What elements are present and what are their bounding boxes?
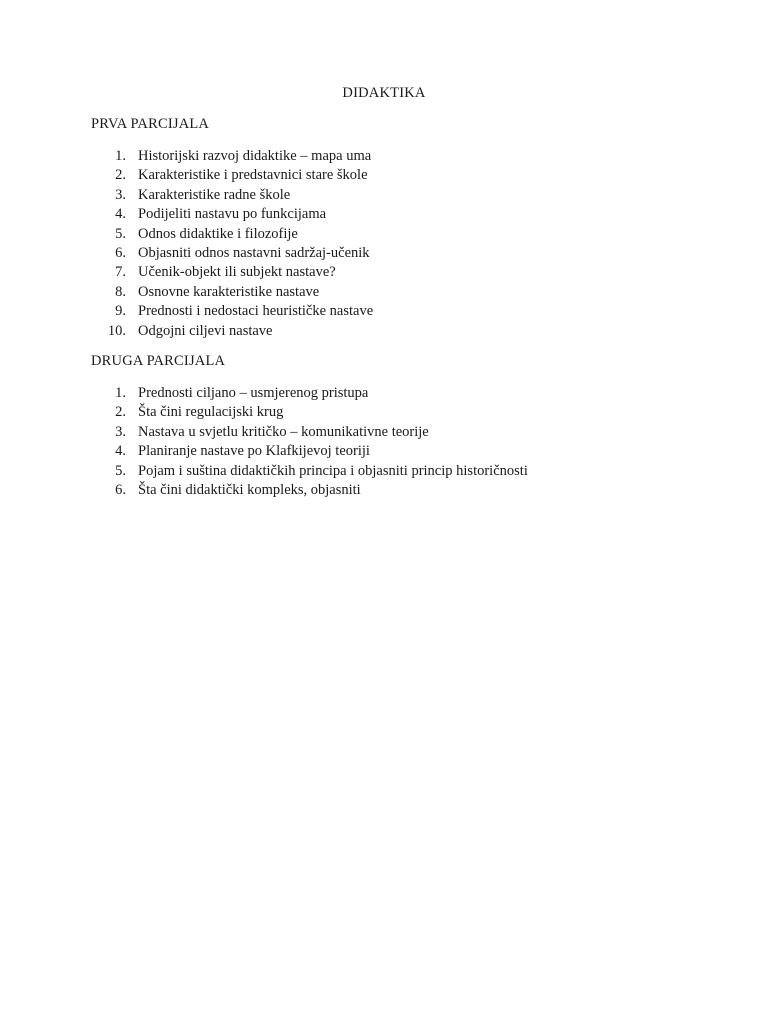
list-item-text: Šta čini didaktički kompleks, objasniti bbox=[138, 481, 361, 498]
list-item-number: 6. bbox=[115, 481, 126, 498]
list-item-text: Nastava u svjetlu kritičko – komunikativne teorije bbox=[138, 423, 429, 440]
list-item-text: Podijeliti nastavu po funkcijama bbox=[138, 206, 327, 223]
list-item-text: Karakteristike radne škole bbox=[138, 186, 291, 203]
list-item-number: 1. bbox=[115, 385, 126, 401]
list-item-number: 3. bbox=[115, 423, 126, 440]
list-item-text: Planiranje nastave po Klafkijevoj teoriji bbox=[138, 443, 370, 460]
list-item-text: Odgojni ciljevi nastave bbox=[138, 322, 273, 339]
document-title: DIDAKTIKA bbox=[342, 85, 426, 101]
list-item-text: Osnovne karakteristike nastave bbox=[138, 283, 320, 300]
section-heading-prva: PRVA PARCIJALA bbox=[91, 116, 210, 132]
list-item-text: Šta čini regulacijski krug bbox=[138, 404, 284, 421]
list-item-number: 4. bbox=[115, 443, 126, 460]
list-item-number: 5. bbox=[115, 225, 126, 242]
list-item-text: Objasniti odnos nastavni sadržaj-učenik bbox=[138, 244, 370, 261]
list-item-number: 7. bbox=[115, 264, 126, 281]
list-item-number: 10. bbox=[107, 322, 126, 339]
list-item-text: Prednosti i nedostaci heurističke nastave bbox=[138, 303, 374, 320]
list-item-text: Odnos didaktike i filozofije bbox=[138, 225, 298, 242]
list-item-number: 8. bbox=[115, 283, 126, 300]
list-item-text: Pojam i suština didaktičkih principa i objasniti princip historičnosti bbox=[138, 462, 528, 479]
list-item-text: Učenik-objekt ili subjekt nastave? bbox=[138, 264, 336, 281]
list-item-number: 4. bbox=[115, 206, 126, 223]
list-item-number: 2. bbox=[115, 167, 126, 184]
list-item-number: 3. bbox=[115, 186, 126, 203]
list-item-text: Karakteristike i predstavnici stare škole bbox=[138, 167, 368, 184]
list-item-number: 5. bbox=[115, 462, 126, 479]
section-heading-druga: DRUGA PARCIJALA bbox=[91, 353, 226, 369]
list-item-number: 6. bbox=[115, 244, 126, 261]
list-item-text: Prednosti ciljano – usmjerenog pristupa bbox=[138, 385, 369, 401]
list-item-number: 1. bbox=[115, 148, 126, 164]
list-item-text: Historijski razvoj didaktike – mapa uma bbox=[138, 148, 372, 164]
list-item-number: 9. bbox=[115, 303, 126, 320]
list-item-number: 2. bbox=[115, 404, 126, 421]
